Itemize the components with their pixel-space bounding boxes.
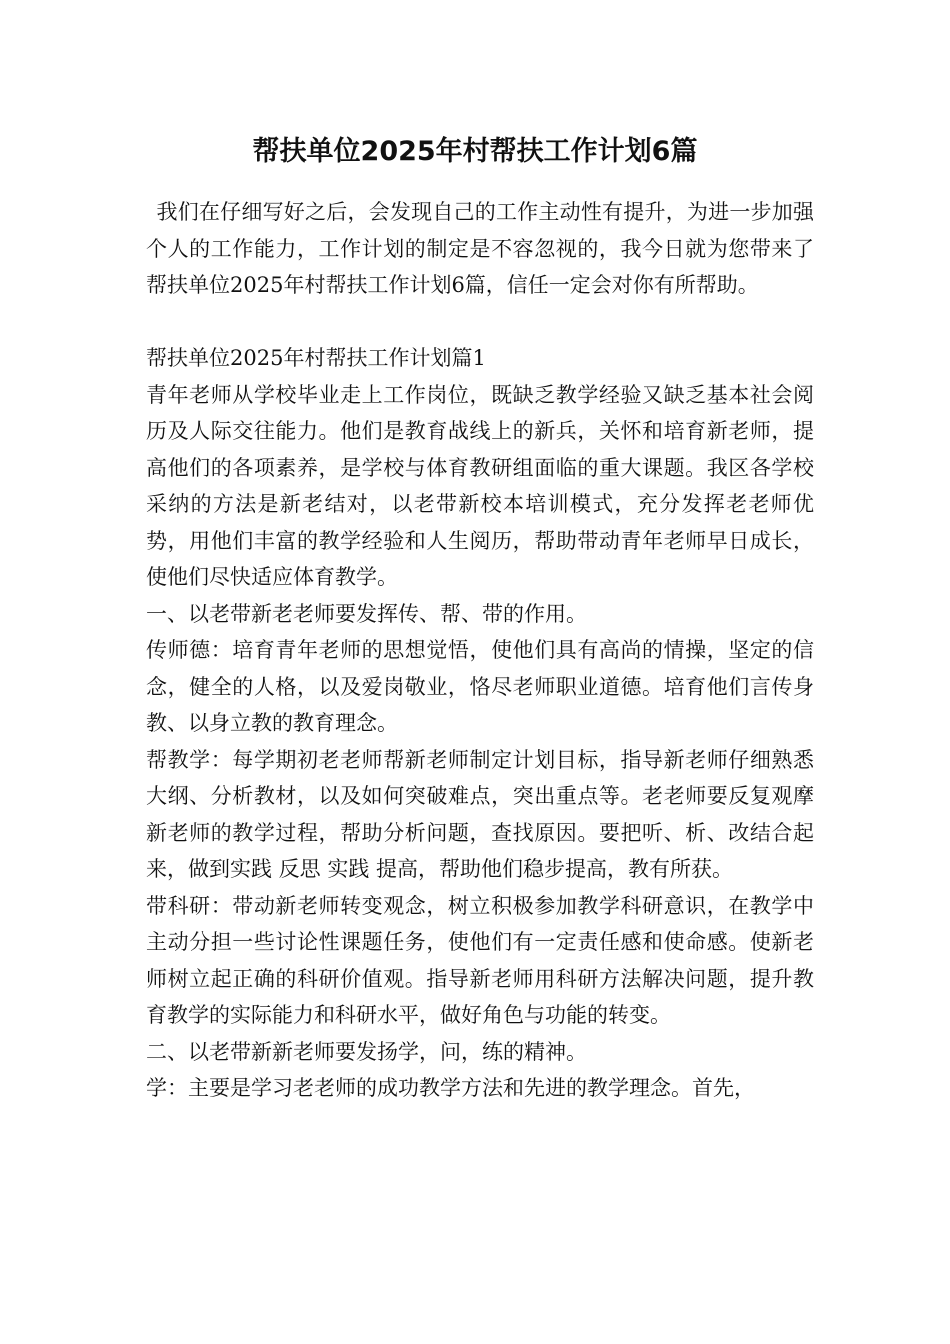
- intro-paragraph: 我们在仔细写好之后，会发现自己的工作主动性有提升，为进一步加强个人的工作能力，工作计划的制定是不容忽视的，我今日就为您带来了帮扶单位2025年村帮扶工作计划6篇，信任一定会对你有所帮助。: [146, 200, 814, 297]
- body-paragraph: 一、以老带新老老师要发挥传、帮、带的作用。: [146, 601, 587, 626]
- document-body: [146, 194, 814, 1107]
- paragraph-gap: [146, 304, 814, 341]
- body-paragraph: 传师德：培育青年老师的思想觉悟，使他们具有高尚的情操，坚定的信念，健全的人格，以及爱岗敬业，恪尽老师职业道德。培育他们言传身教、以身立教的教育理念。: [146, 638, 814, 735]
- document-title: 帮扶单位2025年村帮扶工作计划6篇: [252, 136, 698, 167]
- body-paragraph: 青年老师从学校毕业走上工作岗位，既缺乏教学经验又缺乏基本社会阅历及人际交往能力。他们是教育战线上的新兵，关怀和培育新老师，提高他们的各项素养，是学校与体育教研组面临的重大课题。我区各学校采纳的方法是新老结对，以老带新校本培训模式，充分发挥老老师优势，用他们丰富的教学经验和人生阅历，帮助带动青年老师早日成长，使他们尽快适应体育教学。: [146, 382, 814, 589]
- section-heading: 帮扶单位2025年村帮扶工作计划篇1: [146, 346, 486, 370]
- body-paragraph: 带科研：带动新老师转变观念，树立积极参加教学科研意识，在教学中主动分担一些讨论性课题任务，使他们有一定责任感和使命感。使新老师树立起正确的科研价值观。指导新老师用科研方法解决问题，提升教育教学的实际能力和科研水平，做好角色与功能的转变。: [146, 893, 814, 1027]
- body-paragraph: 帮教学：每学期初老老师帮新老师制定计划目标，指导新老师仔细熟悉大纲、分析教材，以及如何突破难点，突出重点等。老老师要反复观摩新老师的教学过程，帮助分析问题，查找原因。要把听、析、改结合起来，做到实践 反思 实践 提高，帮助他们稳步提高，教有所获。: [146, 747, 814, 881]
- body-paragraph: 学：主要是学习老老师的成功教学方法和先进的教学理念。首先，: [146, 1076, 755, 1100]
- body-paragraph: 二、以老带新新老师要发扬学，问，练的精神。: [146, 1039, 587, 1064]
